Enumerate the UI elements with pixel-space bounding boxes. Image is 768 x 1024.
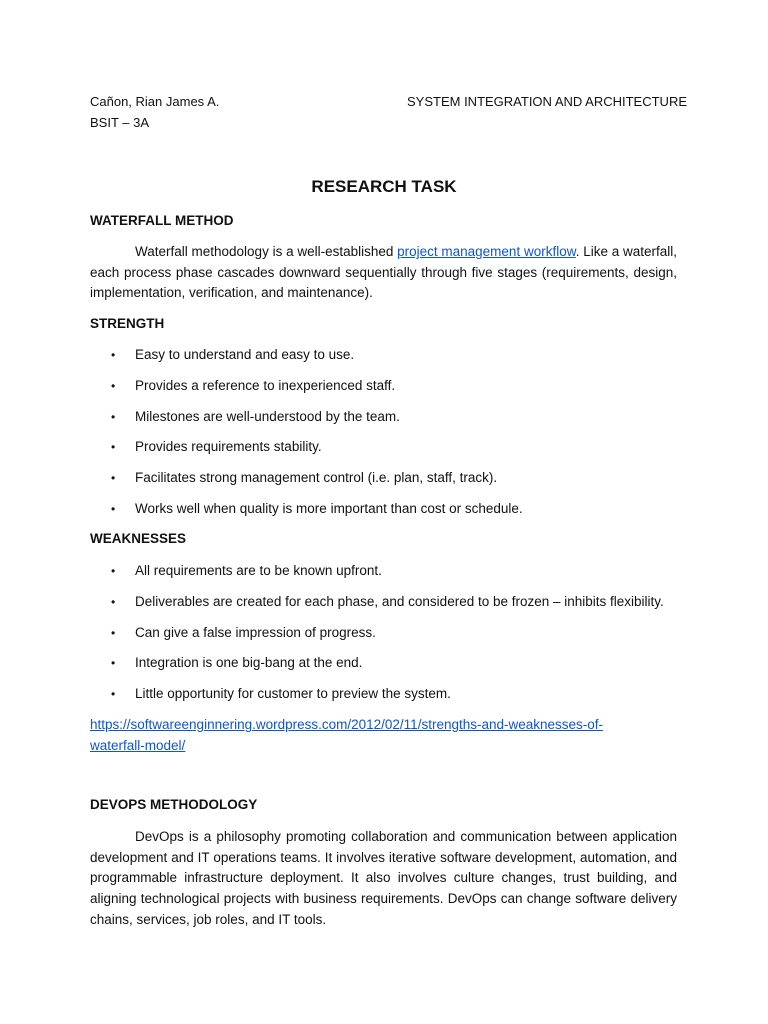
strength-heading: STRENGTH [90, 316, 165, 331]
source-url-link-line1[interactable]: https://softwareenginnering.wordpress.com/2012/02/11/strengths-and-weaknesses-of- [90, 717, 604, 732]
bullet-icon: • [111, 594, 116, 609]
devops-heading: DEVOPS METHODOLOGY [90, 797, 258, 812]
weakness-item-text: All requirements are to be known upfront. [135, 563, 382, 578]
weakness-item-text: Integration is one big-bang at the end. [135, 655, 363, 671]
bullet-icon: • [111, 501, 116, 516]
waterfall-intro-text-after: . Like a waterfall, each process phase cascades downward sequentially through five stages (requirements, design, implementation, verification, and maintenance). [90, 244, 678, 301]
strength-item-text: Easy to understand and easy to use. [135, 347, 355, 362]
student-section: BSIT – 3A [90, 115, 150, 130]
weakness-item-text: Little opportunity for customer to preview the system. [135, 686, 451, 702]
source-url-link-line2[interactable]: waterfall-model/ [90, 738, 186, 753]
waterfall-intro-paragraph [90, 242, 677, 304]
strength-item-text: Provides requirements stability. [135, 439, 322, 455]
bullet-icon: • [111, 625, 116, 640]
bullet-icon: • [111, 564, 116, 578]
bullet-icon: • [111, 440, 116, 455]
source-url-block [90, 714, 690, 756]
document-title: RESEARCH TASK [311, 177, 457, 196]
bullet-icon: • [111, 378, 116, 393]
course-title: SYSTEM INTEGRATION AND ARCHITECTURE [407, 94, 688, 109]
bullet-icon: • [111, 687, 116, 702]
strength-item-text: Works well when quality is more important than cost or schedule. [135, 500, 523, 516]
weakness-item-text: Deliverables are created for each phase, and considered to be frozen – inhibits flexibility. [135, 593, 664, 609]
bullet-icon: • [111, 656, 116, 671]
strength-item-text: Milestones are well-understood by the team. [135, 408, 400, 424]
bullet-icon: • [111, 471, 116, 486]
project-management-workflow-link[interactable]: project management workflow [397, 244, 576, 259]
weakness-item-text: Can give a false impression of progress. [135, 624, 376, 640]
weaknesses-heading: WEAKNESSES [90, 531, 187, 546]
author-name: Cañon, Rian James A. [90, 94, 220, 109]
devops-paragraph: DevOps is a philosophy promoting collaboration and communication between application development and IT operations teams. It involves iterative software development, automation, and programmable infrastructure deployment. It also involves culture changes, trust building, and aligning technological projects with business requirements. DevOps can change software delivery chains, services, job roles, and IT tools. [90, 829, 677, 927]
waterfall-intro-text-before: Waterfall methodology is a well-established [135, 244, 398, 259]
waterfall-heading: WATERFALL METHOD [90, 213, 234, 228]
strength-item-text: Provides a reference to inexperienced staff. [135, 377, 396, 393]
bullet-icon: • [111, 348, 116, 362]
strength-item-text: Facilitates strong management control (i.e. plan, staff, track). [135, 470, 498, 486]
bullet-icon: • [111, 409, 116, 424]
